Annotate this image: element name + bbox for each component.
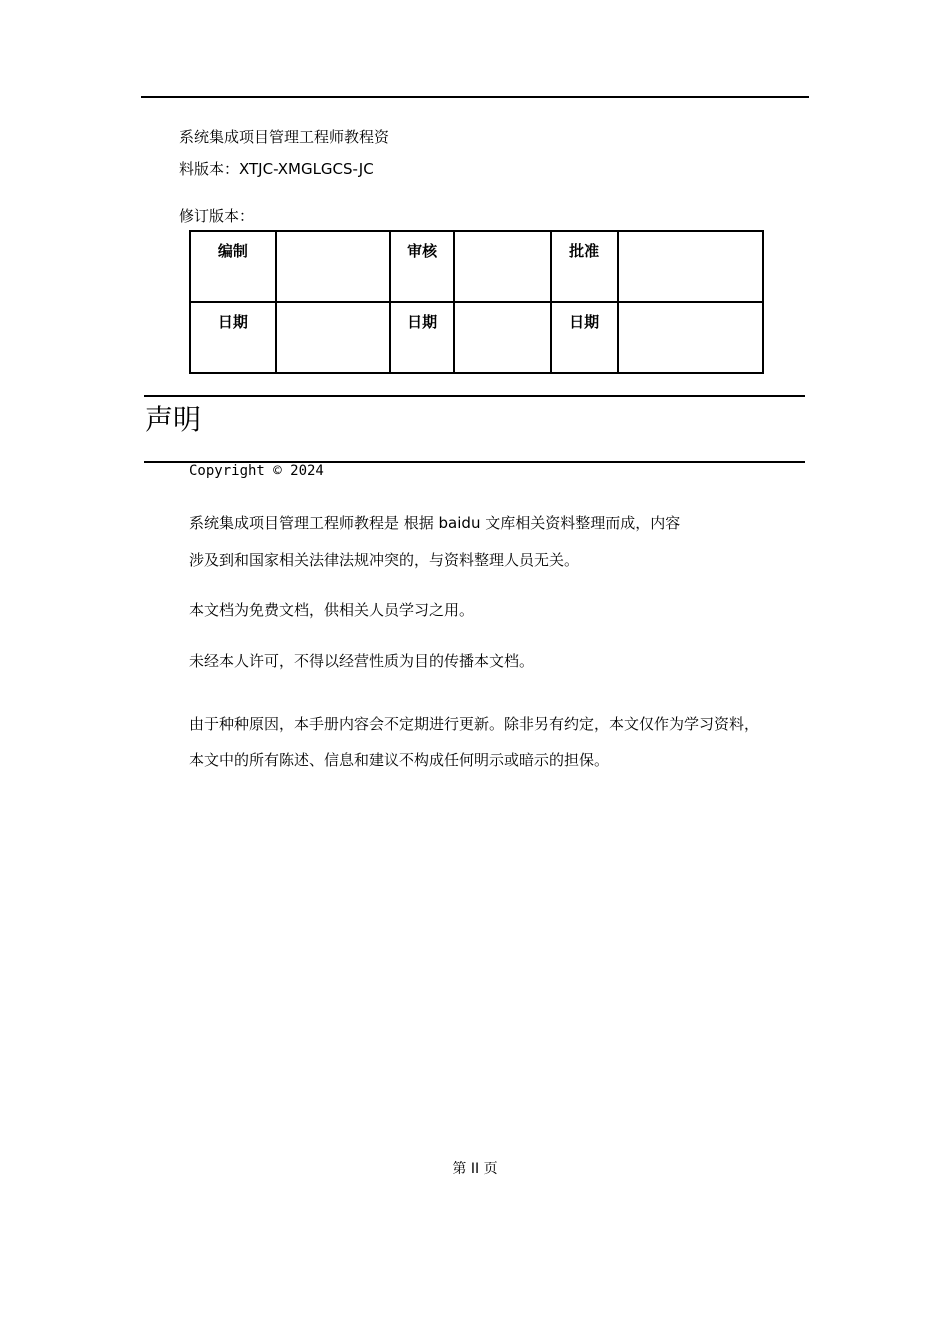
approval-table xyxy=(189,230,764,374)
cell-approved-value xyxy=(618,231,763,302)
declaration-paragraph: 本文中的所有陈述、信息和建议不构成任何明示或暗示的担保。 xyxy=(189,751,610,769)
declaration-paragraph: 本文档为免费文档，供相关人员学习之用。 xyxy=(189,601,475,619)
cell-date-label-1: 日期 xyxy=(190,302,276,373)
copyright-notice: Copyright © 2024 xyxy=(189,463,324,479)
declaration-paragraph: 涉及到和国家相关法律法规冲突的，与资料整理人员无关。 xyxy=(189,551,580,569)
declaration-heading: 声明 xyxy=(145,403,202,436)
declaration-paragraph: 未经本人许可，不得以经营性质为目的传播本文档。 xyxy=(189,652,535,670)
cell-date-value-1 xyxy=(276,302,391,373)
table-row xyxy=(190,302,763,373)
cell-date-label-2: 日期 xyxy=(390,302,454,373)
cell-compiled-value xyxy=(276,231,391,302)
cell-compiled-label: 编制 xyxy=(190,231,276,302)
cell-date-label-3: 日期 xyxy=(551,302,618,373)
cell-date-value-2 xyxy=(454,302,551,373)
table-row xyxy=(190,231,763,302)
cell-date-value-3 xyxy=(618,302,763,373)
cell-reviewed-value xyxy=(454,231,551,302)
document-title-line1: 系统集成项目管理工程师教程资 xyxy=(179,128,390,146)
header-rule xyxy=(141,96,809,98)
revision-label: 修订版本： xyxy=(179,207,255,225)
declaration-paragraph: 由于种种原因，本手册内容会不定期进行更新。除非另有约定，本文仅作为学习资料， xyxy=(189,715,760,733)
declaration-paragraph: 系统集成项目管理工程师教程是 根据 baidu 文库相关资料整理而成，内容 xyxy=(189,514,681,532)
document-version-line: 料版本：XTJC-XMGLGCS-JC xyxy=(179,160,374,178)
cell-reviewed-label: 审核 xyxy=(390,231,454,302)
cell-approved-label: 批准 xyxy=(551,231,618,302)
declaration-rule-top xyxy=(144,395,805,397)
page-number: 第 II 页 xyxy=(452,1161,498,1177)
